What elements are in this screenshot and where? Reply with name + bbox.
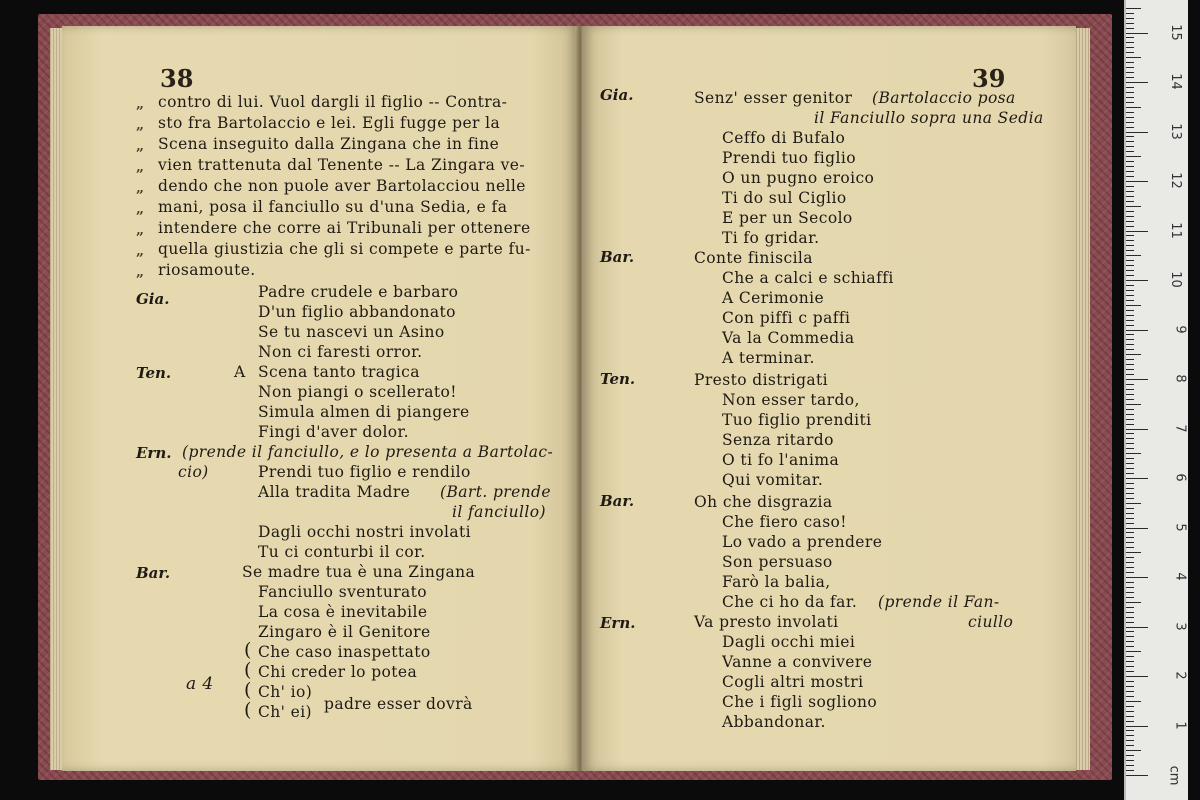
- quote-mark: „: [136, 201, 145, 217]
- verse-line: Simula almen di piangere: [258, 403, 470, 421]
- verse-line: Oh che disgrazia: [694, 493, 833, 511]
- ruler-tick: [1126, 755, 1134, 756]
- ruler-tick: [1126, 245, 1134, 246]
- ruler-tick: [1126, 67, 1134, 68]
- ruler-tick: [1126, 52, 1134, 53]
- ruler-tick: [1126, 206, 1141, 207]
- ruler-number: 1: [1172, 720, 1188, 730]
- ruler-tick: [1126, 181, 1148, 182]
- ruler-tick: [1126, 691, 1134, 692]
- ruler-tick: [1126, 235, 1134, 236]
- ruler-tick: [1126, 77, 1134, 78]
- verse-line: O ti fo l'anima: [722, 451, 840, 469]
- verse-line: A terminar.: [722, 349, 815, 367]
- ruler-number: 15: [1168, 23, 1184, 41]
- ruler-tick: [1126, 646, 1134, 647]
- page-number: 39: [972, 64, 1006, 93]
- ruler-tick: [1126, 166, 1134, 167]
- verse-line: Lo vado a prendere: [722, 533, 883, 551]
- verse-line: Alla tradita Madre: [258, 483, 411, 501]
- verse-line: Ti fo gridar.: [722, 229, 820, 247]
- verse-line: E per un Secolo: [722, 209, 853, 227]
- ruler-tick: [1126, 557, 1134, 558]
- quote-mark: „: [136, 138, 145, 154]
- ruler-tick: [1126, 424, 1134, 425]
- ruler-tick: [1126, 330, 1148, 331]
- verse-line: Padre crudele e barbaro: [258, 283, 459, 301]
- ruler-tick: [1126, 122, 1134, 123]
- speaker-label: Bar.: [136, 564, 171, 582]
- ruler-tick: [1126, 379, 1148, 380]
- ruler-tick: [1126, 701, 1141, 702]
- measuring-ruler: [1124, 0, 1188, 800]
- ruler-tick: [1126, 320, 1134, 321]
- stage-direction: (prende il Fan-: [878, 593, 1000, 611]
- ruler-tick: [1126, 280, 1148, 281]
- ruler-number: 11: [1168, 221, 1184, 239]
- ruler-tick: [1126, 221, 1134, 222]
- ruler-tick: [1126, 117, 1134, 118]
- ruler-tick: [1126, 87, 1134, 88]
- ruler-tick: [1126, 706, 1134, 707]
- ruler-tick: [1126, 62, 1134, 63]
- quote-mark: „: [136, 222, 145, 238]
- verse-line: Senz' esser genitor: [694, 89, 853, 107]
- stage-direction: (prende il fanciullo, e lo presenta a Bartolac-: [182, 443, 554, 461]
- ruler-tick: [1126, 270, 1134, 271]
- verse-line: Farò la balia,: [722, 573, 831, 591]
- ruler-tick: [1126, 770, 1134, 771]
- verse-line: Dagli occhi nostri involati: [258, 523, 471, 541]
- ruler-tick: [1126, 409, 1134, 410]
- ruler-tick: [1126, 310, 1134, 311]
- ruler-tick: [1126, 681, 1134, 682]
- ruler-tick: [1126, 334, 1134, 335]
- speaker-label: Ern.: [600, 614, 636, 632]
- verse-line: Prendi tuo figlio: [722, 149, 856, 167]
- ruler-tick: [1126, 339, 1134, 340]
- ruler-tick: [1126, 641, 1134, 642]
- ruler-tick: [1126, 260, 1134, 261]
- prose-line: vien trattenuta dal Tenente -- La Zingara ve-: [158, 156, 525, 174]
- verse-line: Non esser tardo,: [722, 391, 860, 409]
- ruler-tick: [1126, 532, 1134, 533]
- ruler-tick: [1126, 775, 1148, 776]
- ruler-tick: [1126, 607, 1134, 608]
- ruler-tick: [1126, 676, 1148, 677]
- ruler-tick: [1126, 141, 1134, 142]
- ruler-tick: [1126, 656, 1134, 657]
- ruler-tick: [1126, 478, 1148, 479]
- stage-direction: il Fanciullo sopra una Sedia: [814, 109, 1044, 127]
- verse-line: Va presto involati: [694, 613, 839, 631]
- verse-line: Scena tanto tragica: [258, 363, 420, 381]
- quote-mark: „: [136, 180, 145, 196]
- ruler-tick: [1126, 47, 1134, 48]
- ruler-tick: [1126, 23, 1134, 24]
- ensemble-label: a 4: [186, 674, 214, 694]
- verse-line: Che ci ho da far.: [722, 593, 858, 611]
- verse-line: Presto distrigati: [694, 371, 829, 389]
- ruler-tick: [1126, 760, 1134, 761]
- ruler-tick: [1126, 528, 1148, 529]
- ruler-tick: [1126, 275, 1134, 276]
- ruler-tick: [1126, 107, 1141, 108]
- ruler-tick: [1126, 661, 1134, 662]
- ruler-tick: [1126, 587, 1134, 588]
- ruler-tick: [1126, 344, 1134, 345]
- quote-mark: „: [136, 159, 145, 175]
- verse-line: Fanciullo sventurato: [258, 583, 428, 601]
- verse-line: Ch' io): [258, 683, 313, 701]
- ruler-tick: [1126, 196, 1134, 197]
- ruler-tick: [1126, 612, 1134, 613]
- ruler-tick: [1126, 240, 1134, 241]
- ruler-tick: [1126, 231, 1148, 232]
- ruler-number: 2: [1172, 671, 1188, 680]
- verse-line: Va la Commedia: [722, 329, 855, 347]
- ruler-tick: [1126, 132, 1148, 133]
- ruler-tick: [1126, 389, 1134, 390]
- ruler-tick: [1126, 42, 1134, 43]
- ruler-tick: [1126, 671, 1134, 672]
- ruler-tick: [1126, 359, 1134, 360]
- verse-line: Tu ci conturbi il cor.: [258, 543, 426, 561]
- verse-line: Se madre tua è una Zingana: [242, 563, 476, 581]
- ruler-tick: [1126, 404, 1141, 405]
- ruler-tick: [1126, 433, 1134, 434]
- right-page: [582, 26, 1076, 771]
- ruler-tick: [1126, 226, 1134, 227]
- ruler-tick: [1126, 384, 1134, 385]
- verse-line: Tuo figlio prenditi: [722, 411, 872, 429]
- ruler-tick: [1126, 8, 1141, 9]
- ruler-tick: [1126, 13, 1134, 14]
- ruler-tick: [1126, 716, 1134, 717]
- ruler-tick: [1126, 498, 1134, 499]
- ruler-tick: [1126, 572, 1134, 573]
- verse-line: Se tu nascevi un Asino: [258, 323, 445, 341]
- verse-line: Ceffo di Bufalo: [722, 129, 846, 147]
- ruler-tick: [1126, 636, 1134, 637]
- ruler-tick: [1126, 171, 1134, 172]
- ruler-tick: [1126, 523, 1134, 524]
- ruler-tick: [1126, 448, 1134, 449]
- ruler-tick: [1126, 721, 1134, 722]
- ruler-tick: [1126, 488, 1134, 489]
- ruler-number: 5: [1172, 522, 1188, 532]
- verse-line: Abbandonar.: [722, 713, 826, 731]
- ruler-tick: [1126, 414, 1134, 415]
- ruler-tick: [1126, 211, 1134, 212]
- prose-line: intendere che corre ai Tribunali per ottenere: [158, 219, 531, 237]
- ruler-tick: [1126, 394, 1134, 395]
- verse-line: Cogli altri mostri: [722, 673, 864, 691]
- ruler-tick: [1126, 369, 1134, 370]
- ruler-tick: [1126, 473, 1134, 474]
- stage-direction: ciullo: [968, 613, 1014, 631]
- prose-line: riosamoute.: [158, 261, 256, 279]
- verse-line: Che fiero caso!: [722, 513, 847, 531]
- ruler-number: 7: [1172, 423, 1188, 433]
- ruler-tick: [1126, 562, 1134, 563]
- ruler-tick: [1126, 765, 1134, 766]
- verse-line: Zingaro è il Genitore: [258, 623, 431, 641]
- stage-direction: il fanciullo): [452, 503, 546, 521]
- ruler-number: 9: [1172, 324, 1188, 334]
- ruler-tick: [1126, 493, 1134, 494]
- ruler-tick: [1126, 349, 1134, 350]
- ruler-tick: [1126, 72, 1134, 73]
- quote-mark: „: [136, 243, 145, 259]
- ruler-tick: [1126, 102, 1134, 103]
- ruler-tick: [1126, 750, 1141, 751]
- verse-line: Ti do sul Ciglio: [722, 189, 847, 207]
- speaker-label: Ten.: [136, 364, 172, 382]
- ruler-tick: [1126, 265, 1134, 266]
- ruler-tick: [1126, 453, 1141, 454]
- ruler-tick: [1126, 468, 1134, 469]
- prose-line: Scena inseguito dalla Zingana che in fine: [158, 135, 500, 153]
- ruler-tick: [1126, 537, 1134, 538]
- ruler-tick: [1126, 597, 1134, 598]
- speaker-label: Bar.: [600, 492, 635, 510]
- ruler-tick: [1126, 438, 1134, 439]
- ruler-number: 14: [1168, 73, 1184, 90]
- speaker-label: Ern.: [136, 444, 172, 462]
- ruler-tick: [1126, 567, 1134, 568]
- verse-line: Vanne a convivere: [722, 653, 873, 671]
- verse-line: Dagli occhi miei: [722, 633, 856, 651]
- ruler-tick: [1126, 250, 1134, 251]
- speaker-label: Gia.: [600, 86, 634, 104]
- ruler-tick: [1126, 735, 1134, 736]
- ruler-tick: [1126, 18, 1134, 19]
- ruler-tick: [1126, 325, 1134, 326]
- ruler-tick: [1126, 582, 1134, 583]
- ruler-tick: [1126, 419, 1134, 420]
- ruler-tick: [1126, 711, 1134, 712]
- speaker-label: Gia.: [136, 290, 170, 308]
- ruler-tick: [1126, 617, 1134, 618]
- ruler-number: 10: [1168, 271, 1184, 288]
- quote-mark: „: [136, 117, 145, 133]
- ruler-number: 13: [1168, 122, 1184, 140]
- verse-line: A Cerimonie: [722, 289, 825, 307]
- ruler-tick: [1126, 740, 1134, 741]
- prose-line: contro di lui. Vuol dargli il figlio -- Contra-: [158, 93, 508, 111]
- ruler-tick: [1126, 315, 1134, 316]
- stage-direction: (Bartolaccio posa: [872, 89, 1016, 107]
- ruler-number: 8: [1172, 374, 1188, 383]
- ruler-tick: [1126, 726, 1148, 727]
- ruler-tick: [1126, 374, 1134, 375]
- verse-line: Conte finiscila: [694, 249, 813, 267]
- ruler-tick: [1126, 696, 1134, 697]
- ruler-number: 3: [1172, 621, 1188, 631]
- prose-line: sto fra Bartolaccio e lei. Egli fugge per la: [158, 114, 501, 132]
- ruler-tick: [1126, 201, 1134, 202]
- ruler-tick: [1126, 37, 1134, 38]
- ruler-tick: [1126, 730, 1134, 731]
- ruler-tick: [1126, 28, 1134, 29]
- brace-mark: (: [244, 679, 252, 701]
- ruler-tick: [1126, 745, 1134, 746]
- verse-prefix: A: [234, 363, 246, 381]
- ruler-tick: [1126, 136, 1134, 137]
- prose-line: mani, posa il fanciullo su d'una Sedia, e fa: [158, 198, 508, 216]
- verse-line: Qui vomitar.: [722, 471, 824, 489]
- ruler-tick: [1126, 156, 1141, 157]
- ruler-tick: [1126, 518, 1134, 519]
- ruler-tick: [1126, 666, 1134, 667]
- ruler-tick: [1126, 458, 1134, 459]
- ruler-tick: [1126, 176, 1134, 177]
- ruler-tick: [1126, 552, 1141, 553]
- page-number: 38: [160, 64, 194, 93]
- stage-direction: cio): [178, 463, 209, 481]
- ruler-tick: [1126, 399, 1134, 400]
- ruler-tick: [1126, 602, 1141, 603]
- ruler-tick: [1126, 364, 1134, 365]
- verse-line: Che caso inaspettato: [258, 643, 431, 661]
- ruler-tick: [1126, 463, 1134, 464]
- verse-line: La cosa è inevitabile: [258, 603, 428, 621]
- brace-mark: (: [244, 699, 252, 721]
- ruler-tick: [1126, 216, 1134, 217]
- ruler-tick: [1126, 146, 1134, 147]
- verse-line: Chi creder lo potea: [258, 663, 418, 681]
- verse-line: Son persuaso: [722, 553, 833, 571]
- prose-line: dendo che non puole aver Bartolacciou nelle: [158, 177, 526, 195]
- verse-line: Fingi d'aver dolor.: [258, 423, 409, 441]
- left-page: [62, 26, 578, 771]
- ruler-tick: [1126, 542, 1134, 543]
- verse-line: padre esser dovrà: [324, 695, 473, 713]
- ruler-tick: [1126, 651, 1141, 652]
- brace-mark: (: [244, 639, 252, 661]
- verse-line: Prendi tuo figlio e rendilo: [258, 463, 471, 481]
- ruler-tick: [1126, 127, 1134, 128]
- ruler-tick: [1126, 57, 1141, 58]
- verse-line: Ch' ei): [258, 703, 313, 721]
- ruler-tick: [1126, 255, 1141, 256]
- ruler-tick: [1126, 112, 1134, 113]
- ruler-unit-label: cm: [1166, 765, 1182, 786]
- ruler-tick: [1126, 547, 1134, 548]
- ruler-tick: [1126, 592, 1134, 593]
- ruler-tick: [1126, 33, 1148, 34]
- ruler-tick: [1126, 429, 1148, 430]
- ruler-tick: [1126, 191, 1134, 192]
- ruler-tick: [1126, 305, 1141, 306]
- verse-line: O un pugno eroico: [722, 169, 875, 187]
- ruler-tick: [1126, 503, 1141, 504]
- ruler-tick: [1126, 577, 1148, 578]
- stage-direction: (Bart. prende: [440, 483, 551, 501]
- verse-line: Non piangi o scellerato!: [258, 383, 457, 401]
- ruler-tick: [1126, 92, 1134, 93]
- ruler-tick: [1126, 508, 1134, 509]
- quote-mark: „: [136, 96, 145, 112]
- ruler-tick: [1126, 443, 1134, 444]
- ruler-tick: [1126, 186, 1134, 187]
- ruler-tick: [1126, 300, 1134, 301]
- ruler-tick: [1126, 483, 1134, 484]
- verse-line: Che a calci e schiaffi: [722, 269, 894, 287]
- ruler-tick: [1126, 631, 1134, 632]
- ruler-tick: [1126, 285, 1134, 286]
- ruler-number: 12: [1168, 172, 1184, 189]
- verse-line: Che i figli sogliono: [722, 693, 878, 711]
- ruler-tick: [1126, 627, 1148, 628]
- ruler-tick: [1126, 513, 1134, 514]
- ruler-tick: [1126, 686, 1134, 687]
- verse-line: Con piffi c paffi: [722, 309, 851, 327]
- ruler-tick: [1126, 622, 1134, 623]
- speaker-label: Ten.: [600, 370, 636, 388]
- speaker-label: Bar.: [600, 248, 635, 266]
- ruler-tick: [1126, 161, 1134, 162]
- verse-line: D'un figlio abbandonato: [258, 303, 456, 321]
- prose-line: quella giustizia che gli si compete e parte fu-: [158, 240, 531, 258]
- ruler-tick: [1126, 97, 1134, 98]
- right-page-edges: [1074, 28, 1090, 770]
- verse-line: Senza ritardo: [722, 431, 834, 449]
- ruler-tick: [1126, 82, 1148, 83]
- ruler-number: 6: [1172, 473, 1188, 482]
- brace-mark: (: [244, 659, 252, 681]
- ruler-tick: [1126, 295, 1134, 296]
- ruler-number: 4: [1172, 572, 1188, 581]
- ruler-tick: [1126, 151, 1134, 152]
- verse-line: Non ci faresti orror.: [258, 343, 423, 361]
- quote-mark: „: [136, 264, 145, 280]
- ruler-tick: [1126, 290, 1134, 291]
- ruler-tick: [1126, 354, 1141, 355]
